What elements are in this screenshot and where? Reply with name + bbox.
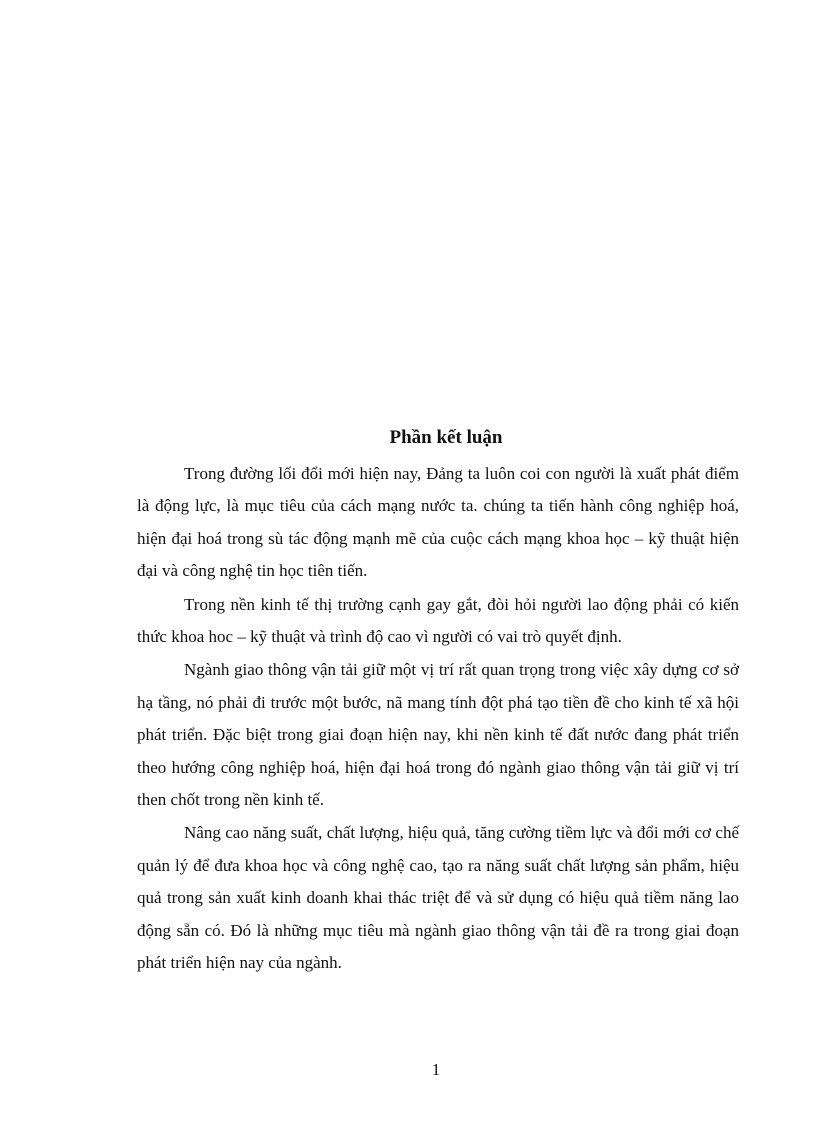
paragraph: Trong nền kinh tế thị trường cạnh gay gắt, đòi hỏi người lao động phải có kiến thức khoa hoc – kỹ thuật và trình độ cao vì người có vai trò quyết định. (137, 594, 739, 647)
section-title: Phần kết luận (389, 427, 503, 448)
paragraph: Trong đường lối đổi mới hiện nay, Đảng ta luôn coi con người là xuất phát điểm là động lực, là mục tiêu của cách mạng nước ta. chúng ta tiến hành công nghiệp hoá, hiện đại hoá trong sù tác động mạnh mẽ của cuộc cách mạng khoa học – kỹ thuật hiện đại và công nghệ tin học tiên tiến. (137, 464, 739, 581)
paragraph: Nâng cao năng suất, chất lượng, hiệu quả, tăng cường tiềm lực và đổi mới cơ chế quản lý để đưa khoa học và công nghệ cao, tạo ra năng suất chất lượng sản phẩm, hiệu quả trong sản xuất kinh doanh khai thác triệt để và sử dụng có hiệu quả tiềm năng lao động sẵn có. Đó là những mục tiêu mà ngành giao thông vận tải đề ra trong giai đoạn phát triển hiện nay của ngành. (137, 823, 739, 973)
page-number: 1 (431, 1060, 441, 1079)
page-content (137, 424, 739, 981)
body-text (137, 458, 739, 980)
paragraph: Ngành giao thông vận tải giữ một vị trí rất quan trọng trong việc xây dựng cơ sở hạ tầng, nó phải đi trước một bước, nã mang tính đột phá tạo tiền đề cho kinh tế xã hội phát triển. Đặc biệt trong giai đoạn hiện nay, khi nền kinh tế đất nước đang phát triển theo hướng công nghiệp hoá, hiện đại hoá trong đó ngành giao thông vận tải giữ vị trí then chốt trong nền kinh tế. (137, 660, 739, 810)
